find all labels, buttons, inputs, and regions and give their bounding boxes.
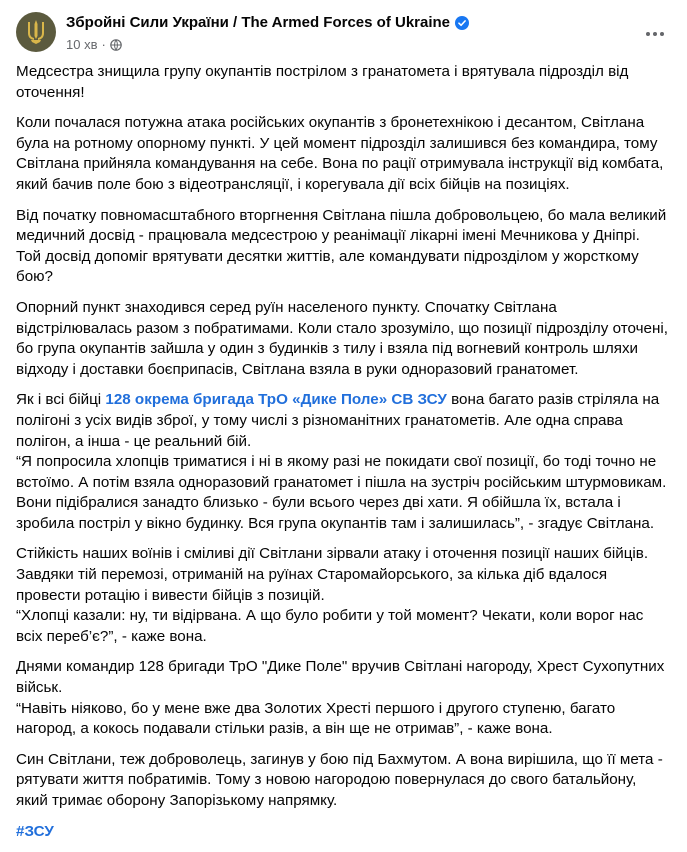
post-paragraph-5 — [16, 390, 668, 534]
post-paragraph-7 — [16, 657, 668, 739]
post-paragraph-8: Син Світлани, теж доброволець, загинув у бою під Бахмутом. А вона вирішила, що її мета - рятувати життя побратимів. Тому з новою нагородою повернулася до свого батальйону, який тримає оборону Запорізькому напрямку. — [16, 750, 663, 809]
post-paragraph-6 — [16, 544, 668, 647]
hashtag-link[interactable]: #ЗСУ — [16, 822, 54, 840]
page-name-link[interactable] — [66, 14, 469, 31]
post-paragraph-2: Коли почалася потужна атака російських окупантів з бронетехнікою і десантом, Світлана була на ротному опорному пункті. У цей момент підрозділ залишився без командира, тому Світлана прийняла командування на себе. Вона по рації отримувала інструкції від комбата, який бачив поле бою з відеотрансляції, і корегувала дії всіх бійців на позиціях. — [16, 114, 664, 193]
more-dot-icon — [660, 32, 664, 36]
more-dot-icon — [653, 32, 657, 36]
hashtag-line — [16, 822, 668, 843]
page-avatar[interactable] — [16, 12, 56, 52]
post-paragraph-4: Опорний пункт знаходився серед руїн населеного пункту. Спочатку Світлана відстрілювалась разом з побратимами. Коли стало зрозуміло, що позиції підрозділу оточені, бо група окупантів зайшла у один з будинків з тилу і взяла під вогневий контроль шляхи відходу і доставки боєприпасів, Світлана взяла в руки одноразовий гранатомет. — [16, 298, 668, 378]
post-paragraph-1: Медсестра знищила групу окупантів пострілом з гранатомета і врятувала підрозділ від оточення! — [16, 63, 629, 101]
quote-text: “Хлопці казали: ну, ти відірвана. А що було робити у той момент? Чекати, коли ворог нас всіх переб’є?”, - каже вона. — [16, 607, 644, 645]
quote-text: “Навіть ніяково, бо у мене вже два Золотих Хресті першого і другого ступеню, багато нагород, а кокось подавали стільки разів, а він ще не отримав”, - каже вона. — [16, 699, 616, 738]
quote-text: “Я попросила хлопців триматися і ні в якому разі не покидати свої позиції, бо тоді точно не встоїмо. А потім взяла одноразовий гранатомет і пішла на зустріч російським штурмовикам. Вони підібралися занадто близько - були всього через дві хати. Я обійшла їх, встала і зробила постріл у вікно будинку. Вся група окупантів там і залишилась”, - згадує Світлана. — [16, 453, 667, 532]
post-header — [16, 12, 675, 56]
post-body — [16, 62, 668, 852]
verified-badge-icon — [455, 16, 469, 30]
post-meta — [66, 37, 122, 52]
post-paragraph-3: Від початку повномасштабного вторгнення Світлана пішла добровольцею, бо мала великий медичний досвід - працювала медсестрою у реанімації лікарні імені Мечникова у Дніпрі. Той досвід допоміг врятувати десятки життів, але командувати підрозділом у жорсткому бою? — [16, 206, 667, 286]
brigade-page-link[interactable]: 128 окрема бригада ТрО «Дике Поле» СВ ЗСУ — [105, 391, 447, 409]
globe-icon[interactable] — [110, 39, 122, 51]
page-name[interactable]: Збройні Сили України / The Armed Forces of Ukraine — [66, 14, 451, 31]
more-dot-icon — [646, 32, 650, 36]
post-timestamp[interactable]: 10 хв — [66, 37, 98, 52]
paragraph-text: Днями командир 128 бригади ТрО "Дике Поле" вручив Світлані нагороду, Хрест Сухопутних військ. — [16, 658, 665, 697]
meta-separator: · — [101, 37, 106, 52]
more-options-button[interactable] — [643, 24, 667, 44]
trident-emblem-icon — [25, 19, 47, 45]
paragraph-text: Як і всі бійці — [16, 391, 106, 409]
paragraph-text: Стійкість наших воїнів і сміливі дії Світлани зірвали атаку і оточення позиції наших бійців. Завдяки тій перемозі, отриманій на руїнах Старомайорського, за кілька діб вдалося провести ротацію і вивести бійців з позицій. — [16, 545, 649, 604]
paragraph-text: вона багато разів стріляла на полігоні з усіх видів зброї, у тому числі з різноманітних гранатометів. Але одна справа полігон, а інша - це реальний бій. — [16, 391, 660, 450]
